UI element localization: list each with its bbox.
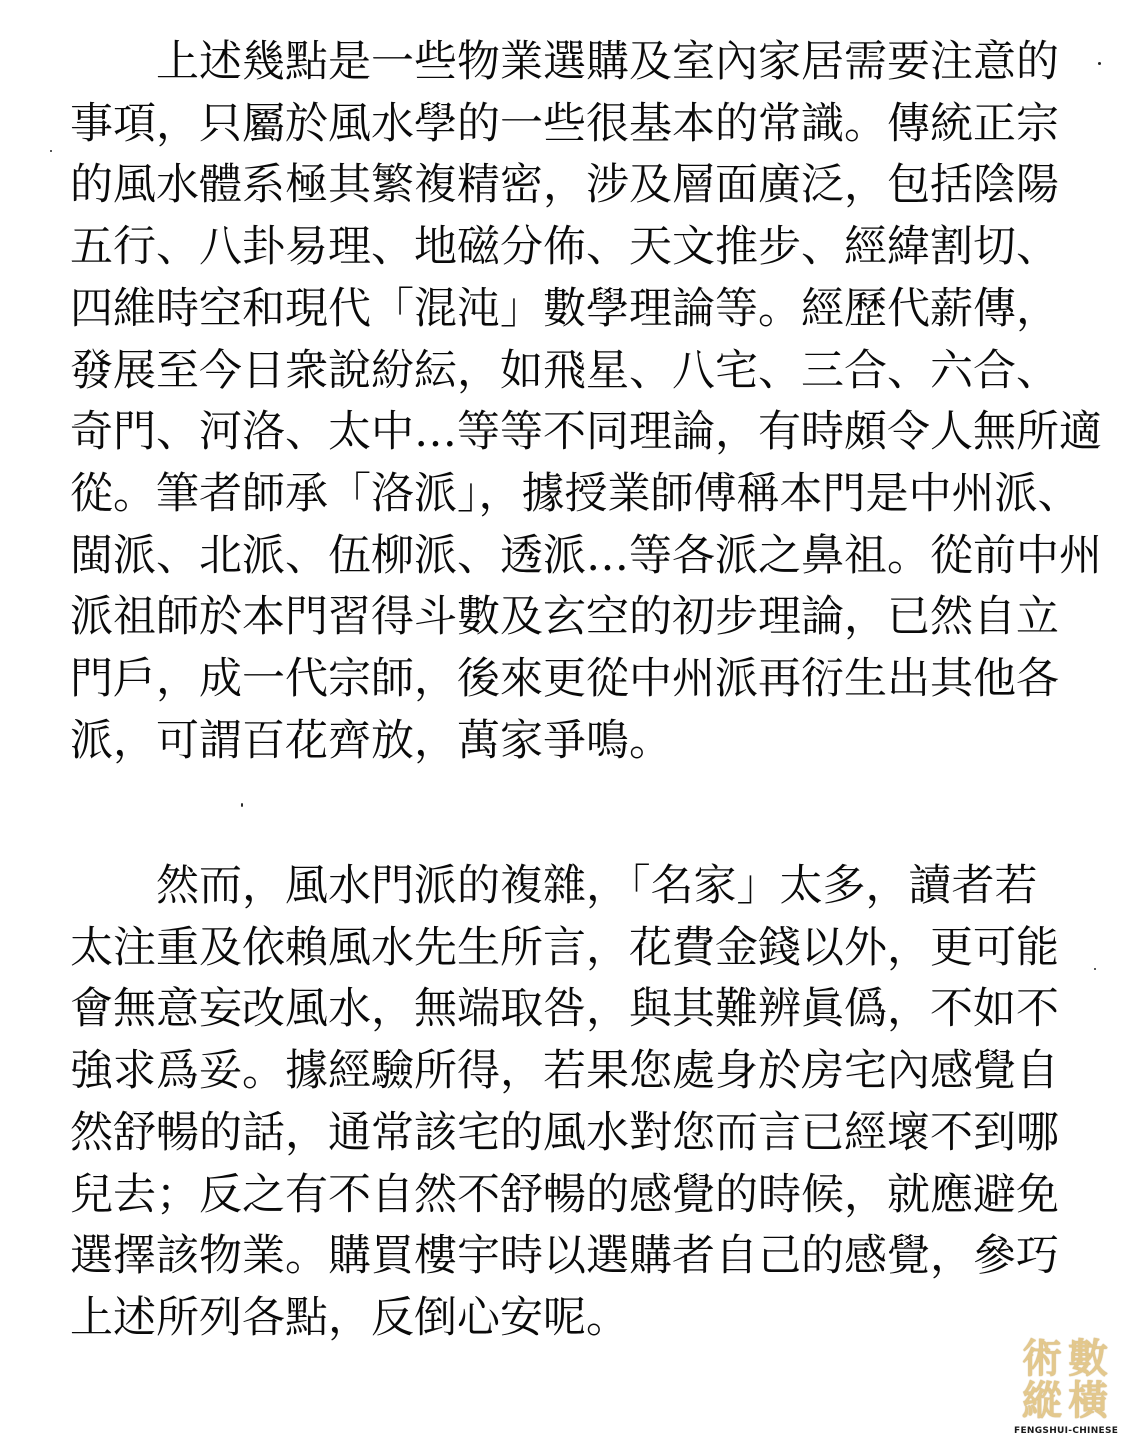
- text-line: 事項，只屬於風水學的一些很基本的常識。傳統正宗: [70, 98, 1059, 149]
- watermark-char: 縱: [1022, 1377, 1062, 1424]
- text-line: 會無意妄改風水，無端取咎，與其難辨眞僞，不如不: [70, 984, 1059, 1035]
- scan-speck: [50, 150, 52, 152]
- watermark-char: 數: [1068, 1335, 1108, 1382]
- text-line: 強求爲妥。據經驗所得，若果您處身於房宅內感覺自: [70, 1046, 1059, 1097]
- scan-speck: [1098, 62, 1101, 65]
- text-line: 派祖師於本門習得斗數及玄空的初步理論，已然自立: [70, 592, 1059, 643]
- text-line: 太注重及依賴風水先生所言，花費金錢以外，更可能: [70, 922, 1059, 973]
- text-line: 門戶，成一代宗師，後來更從中州派再衍生出其他各: [70, 654, 1059, 705]
- text-line: 然而，風水門派的複雜，「名家」太多，讀者若: [70, 861, 1038, 911]
- watermark-char: 橫: [1068, 1377, 1108, 1424]
- text-line: 五行、八卦易理、地磁分佈、天文推步、經緯割切、: [70, 222, 1059, 273]
- text-line: 的風水體系極其繁複精密，涉及層面廣泛，包括陰陽: [70, 160, 1059, 211]
- text-line: 從。筆者師承「洛派」，據授業師傅稱本門是中州派、: [70, 468, 1081, 519]
- watermark-logo: [1014, 1335, 1124, 1438]
- text-line: 上述所列各點，反倒心安呢。: [70, 1292, 629, 1343]
- text-line: 派，可謂百花齊放，萬家爭鳴。: [70, 715, 672, 766]
- text-line: 閩派、北派、伍柳派、透派…等各派之鼻祖。從前中州: [70, 530, 1102, 581]
- scan-speck: [241, 803, 243, 807]
- paragraph-1: [70, 32, 1102, 772]
- paragraph-2: [70, 856, 1070, 1350]
- text-line: 選擇該物業。購買樓宇時以選購者自己的感覺，參巧: [70, 1231, 1059, 1282]
- text-line: 四維時空和現代「混沌」數學理論等。經歷代薪傳，: [70, 283, 1059, 334]
- text-line: 奇門、河洛、太中…等等不同理論，有時頗令人無所適: [70, 407, 1102, 458]
- text-line: 兒去；反之有不自然不舒暢的感覺的時候，就應避免: [70, 1169, 1059, 1220]
- watermark-char: 術: [1022, 1335, 1062, 1382]
- scan-speck: [1094, 968, 1096, 970]
- text-line: 上述幾點是一些物業選購及室內家居需要注意的: [70, 37, 1059, 87]
- text-line: 發展至今日衆說紛紜，如飛星、八宅、三合、六合、: [70, 345, 1059, 396]
- text-line: 然舒暢的話，通常該宅的風水對您而言已經壞不到哪: [70, 1107, 1059, 1158]
- watermark-subtitle: FENGSHUI-CHINESE: [1014, 1426, 1119, 1436]
